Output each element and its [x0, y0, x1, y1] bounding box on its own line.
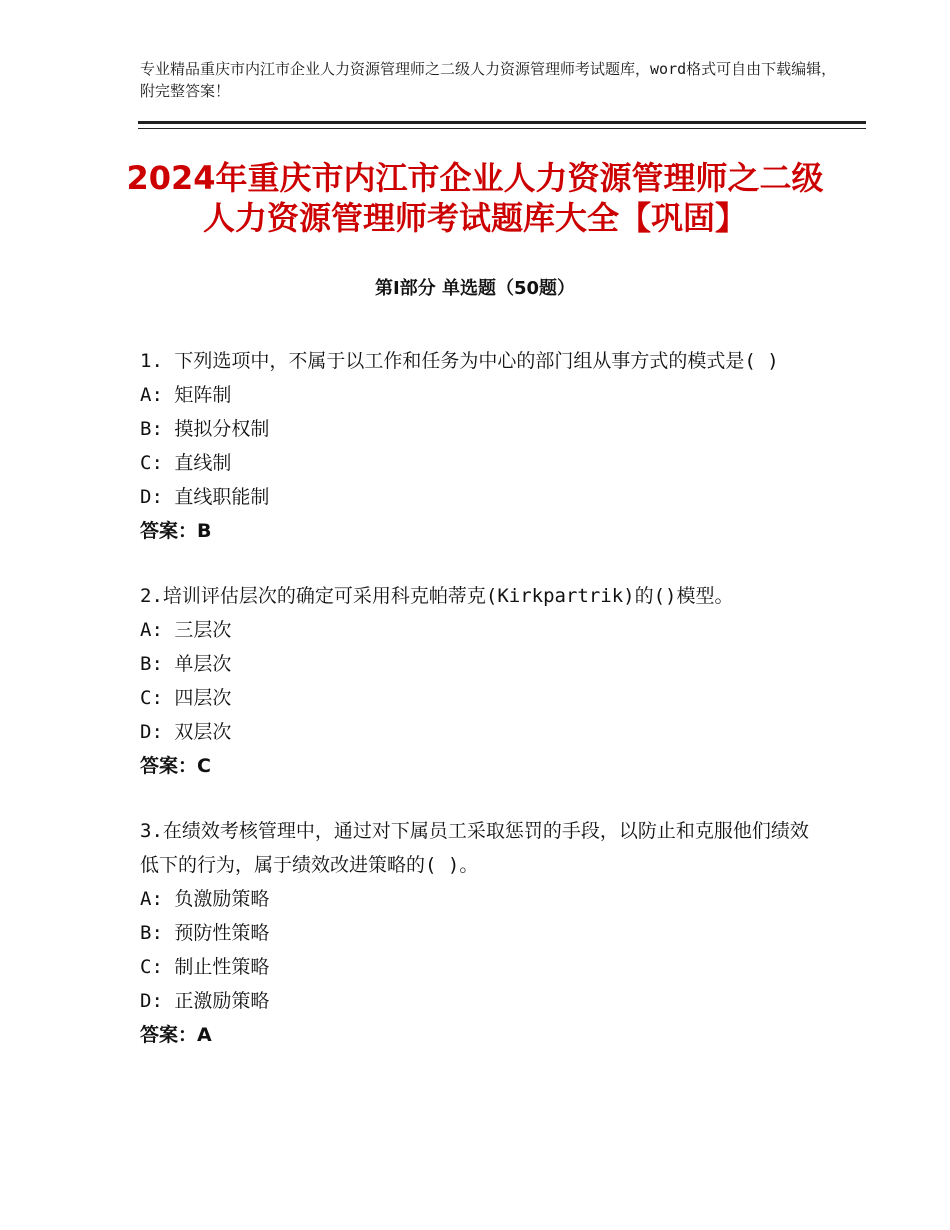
option-d: D: 直线职能制 [140, 486, 270, 508]
option-d: D: 双层次 [140, 721, 232, 743]
option-d: D: 正激励策略 [140, 990, 270, 1012]
option-b: B: 单层次 [140, 653, 232, 675]
option-b: B: 摸拟分权制 [140, 418, 270, 440]
question-3 [140, 814, 820, 1052]
question-list [140, 344, 820, 1083]
answer: 答案：A [140, 1024, 212, 1046]
question-stem: 1. 下列选项中，不属于以工作和任务为中心的部门组从事方式的模式是( ) [140, 350, 779, 372]
question-1 [140, 344, 820, 548]
option-a: A: 负激励策略 [140, 888, 270, 910]
document-title: 2024年重庆市内江市企业人力资源管理师之二级人力资源管理师考试题库大全【巩固】 [126, 159, 824, 237]
question-stem: 3.在绩效考核管理中，通过对下属员工采取惩罚的手段，以防止和克服他们绩效低下的行为，属于绩效改进策略的( )。 [140, 820, 809, 876]
answer: 答案：C [140, 755, 211, 777]
header-note: 专业精品重庆市内江市企业人力资源管理师之二级人力资源管理师考试题库，word格式可自由下载编辑，附完整答案！ [140, 60, 837, 100]
option-c: C: 直线制 [140, 452, 232, 474]
option-a: A: 三层次 [140, 619, 232, 641]
option-a: A: 矩阵制 [140, 384, 232, 406]
header-divider [138, 121, 866, 129]
question-stem: 2.培训评估层次的确定可采用科克帕蒂克(Kirkpartrik)的()模型。 [140, 585, 734, 607]
option-b: B: 预防性策略 [140, 922, 270, 944]
option-c: C: 制止性策略 [140, 956, 270, 978]
question-2 [140, 579, 820, 783]
section-heading: 第Ⅰ部分 单选题（50题） [374, 278, 575, 299]
answer: 答案：B [140, 520, 212, 542]
option-c: C: 四层次 [140, 687, 232, 709]
